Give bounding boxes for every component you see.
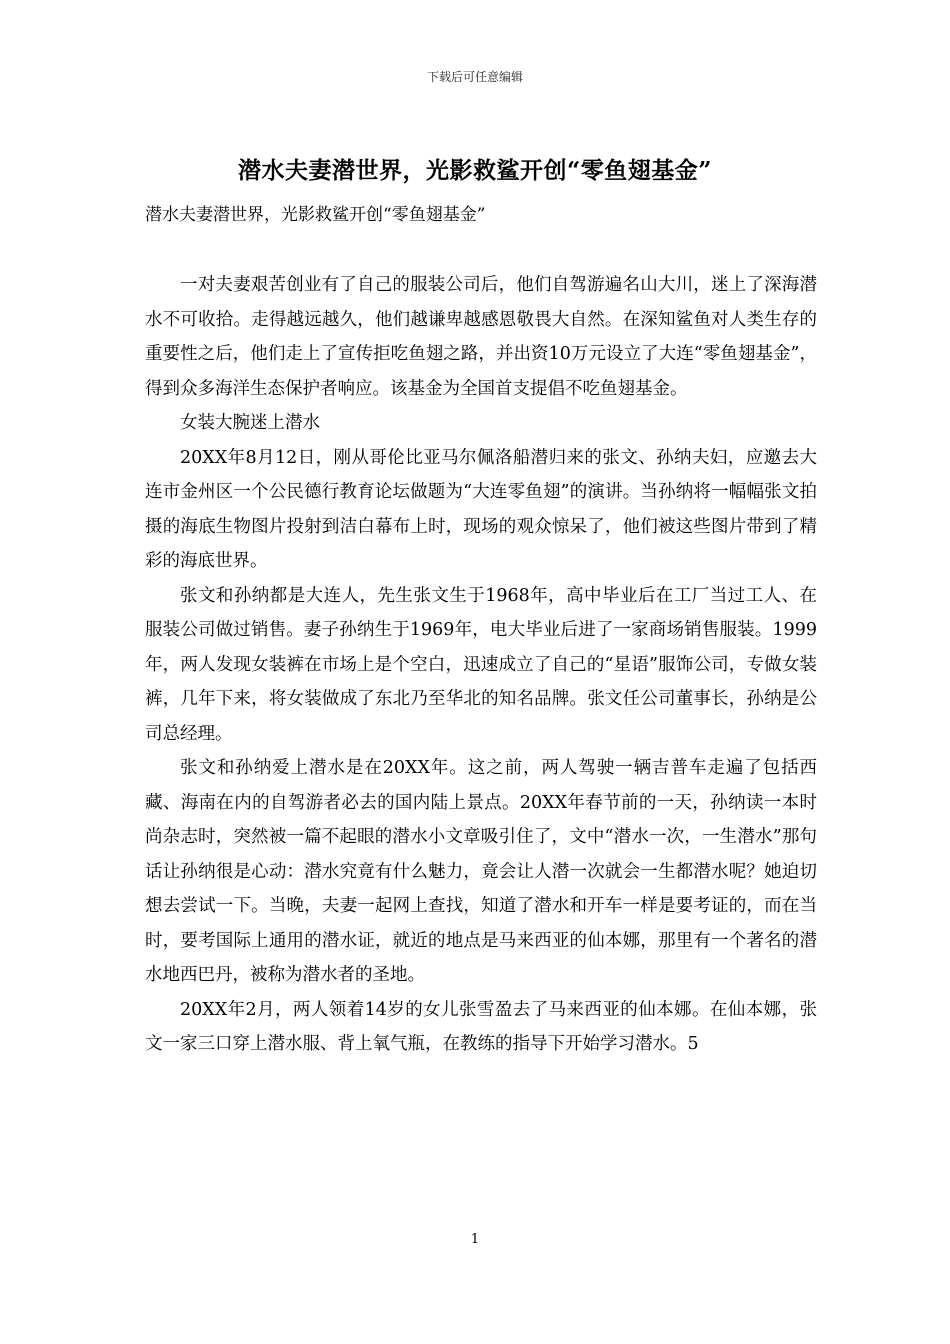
paragraph-lecture: 20XX年8月12日，刚从哥伦比亚马尔佩洛船潜归来的张文、孙纳夫妇，应邀去大连市金州区一个公民德行教育论坛做题为“大连零鱼翅”的演讲。当孙纳将一幅幅张文拍摄的海底生物图片投射到洁白幕布上时，现场的观众惊呆了，他们被这些图片带到了精彩的海底世界。 — [145, 447, 817, 571]
section-heading: 女装大腕迷上潜水 — [180, 413, 320, 433]
paragraph-malaysia: 20XX年2月，两人领着14岁的女儿张雪盈去了马来西亚的仙本娜。在仙本娜，张文一家三口穿上潜水服、背上氧气瓶，在教练的指导下开始学习潜水。5 — [145, 999, 817, 1054]
document-title: 潜水夫妻潜世界，光影救鲨开创“零鱼翅基金” — [238, 157, 712, 184]
page-number: 1 — [470, 1232, 480, 1247]
document-subtitle: 潜水夫妻潜世界，光影救鲨开创“零鱼翅基金” — [145, 205, 486, 225]
page-header-note: 下载后可任意编辑 — [426, 70, 523, 84]
paragraph-intro: 一对夫妻艰苦创业有了自己的服装公司后，他们自驾游遍名山大川，迷上了深海潜水不可收拾。走得越远越久，他们越谦卑越感恩敬畏大自然。在深知鲨鱼对人类生存的重要性之后，他们走上了宣传拒吃鱼翅之路，并出资10万元设立了大连“零鱼翅基金”，得到众多海洋生态保护者响应。该基金为全国首支提倡不吃鱼翅基金。 — [145, 275, 817, 399]
paragraph-background: 张文和孙纳都是大连人，先生张文生于1968年，高中毕业后在工厂当过工人、在服装公司做过销售。妻子孙纳生于1969年，电大毕业后进了一家商场销售服装。1999年，两人发现女装裤在市场上是个空白，迅速成立了自己的“星语”服饰公司，专做女装裤，几年下来，将女装做成了东北乃至华北的知名品牌。张文任公司董事长，孙纳是公司总经理。 — [145, 585, 817, 744]
paragraph-diving-start: 张文和孙纳爱上潜水是在20XX年。这之前，两人驾驶一辆吉普车走遍了包括西藏、海南在内的自驾游者必去的国内陆上景点。20XX年春节前的一天，孙纳读一本时尚杂志时，突然被一篇不起眼的潜水小文章吸引住了，文中“潜水一次，一生潜水”那句话让孙纳很是心动：潜水究竟有什么魅力，竟会让人潜一次就会一生都潜水呢？她迫切想去尝试一下。当晚，夫妻一起网上查找，知道了潜水和开车一样是要考证的，而在当时，要考国际上通用的潜水证，就近的地点是马来西亚的仙本娜，那里有一个著名的潜水地西巴丹，被称为潜水者的圣地。 — [145, 758, 817, 985]
document-body — [145, 268, 817, 1062]
